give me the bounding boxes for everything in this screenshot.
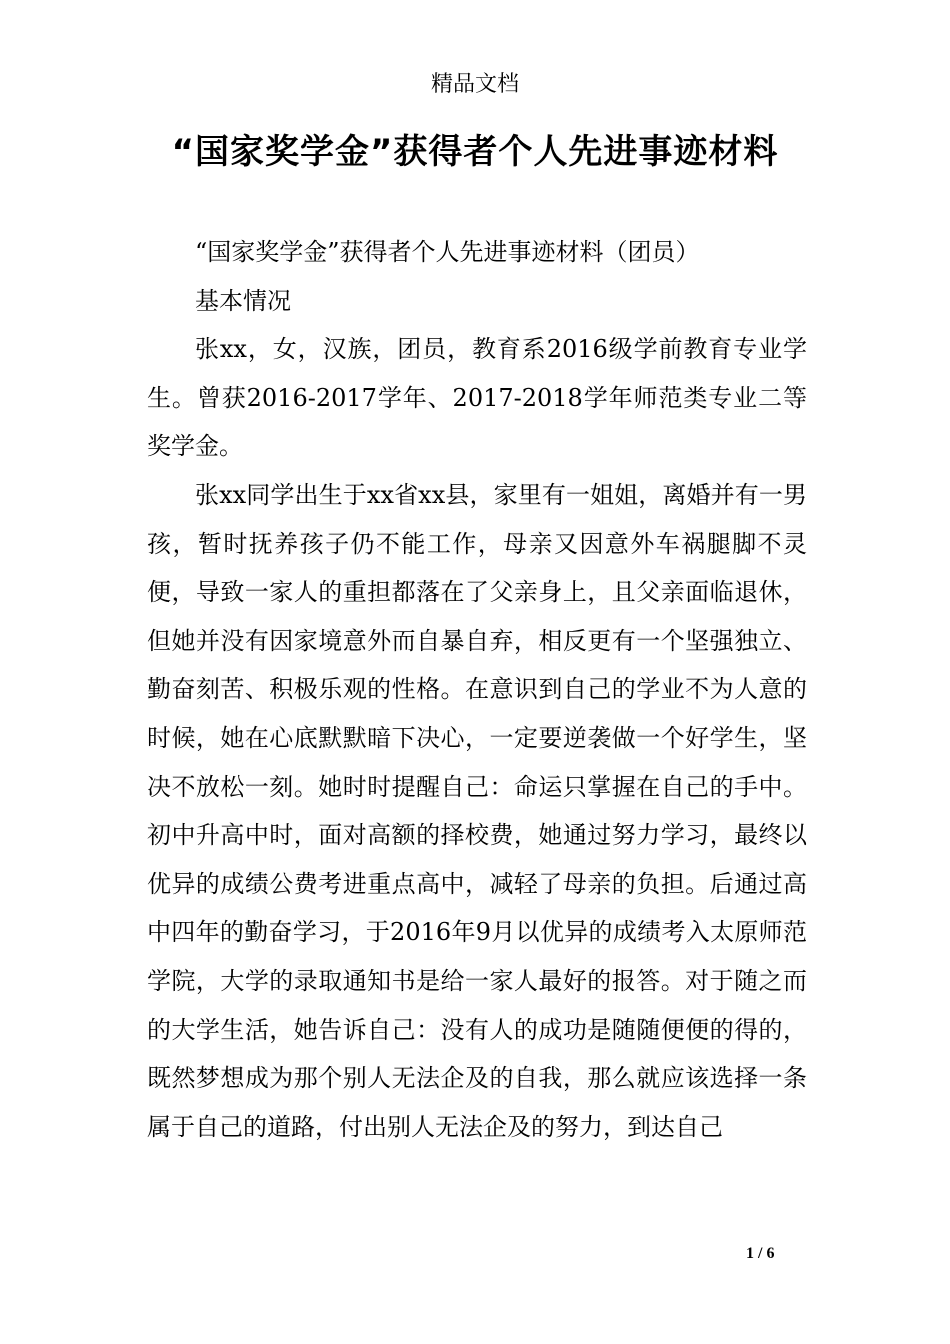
document-body xyxy=(147,228,807,1151)
body-paragraph: 张xx同学出生于xx省xx县，家里有一姐姐，离婚并有一男孩，暂时抚养孩子仍不能工作，母亲又因意外车祸腿脚不灵便，导致一家人的重担都落在了父亲身上，且父亲面临退休，但她并没有因家境意外而自暴自弃，相反更有一个坚强独立、勤奋刻苦、积极乐观的性格。在意识到自己的学业不为人意的时候，她在心底默默暗下决心，一定要逆袭做一个好学生，坚决不放松一刻。她时时提醒自己：命运只掌握在自己的手中。初中升高中时，面对高额的择校费，她通过努力学习，最终以优异的成绩公费考进重点高中，减轻了母亲的负担。后通过高中四年的勤奋学习，于2016年9月以优异的成绩考入太原师范学院，大学的录取通知书是给一家人最好的报答。对于随之而的大学生活，她告诉自己：没有人的成功是随随便便的得的，既然梦想成为那个别人无法企及的自我，那么就应该选择一条属于自己的道路，付出别人无法企及的努力，到达自己 xyxy=(147,480,807,1141)
page-header: 精品文档 xyxy=(430,72,519,97)
body-paragraph: 张xx，女，汉族，团员，教育系2016级学前教育专业学生。曾获2016-2017学年、2017-2018学年师范类专业二等奖学金。 xyxy=(147,335,807,461)
subtitle-paragraph: “国家奖学金”获得者个人先进事迹材料（团员） xyxy=(195,238,700,266)
section-heading: 基本情况 xyxy=(195,286,291,315)
page-number: 1 / 6 xyxy=(746,1245,775,1262)
document-title: “国家奖学金”获得者个人先进事迹材料 xyxy=(171,132,779,172)
